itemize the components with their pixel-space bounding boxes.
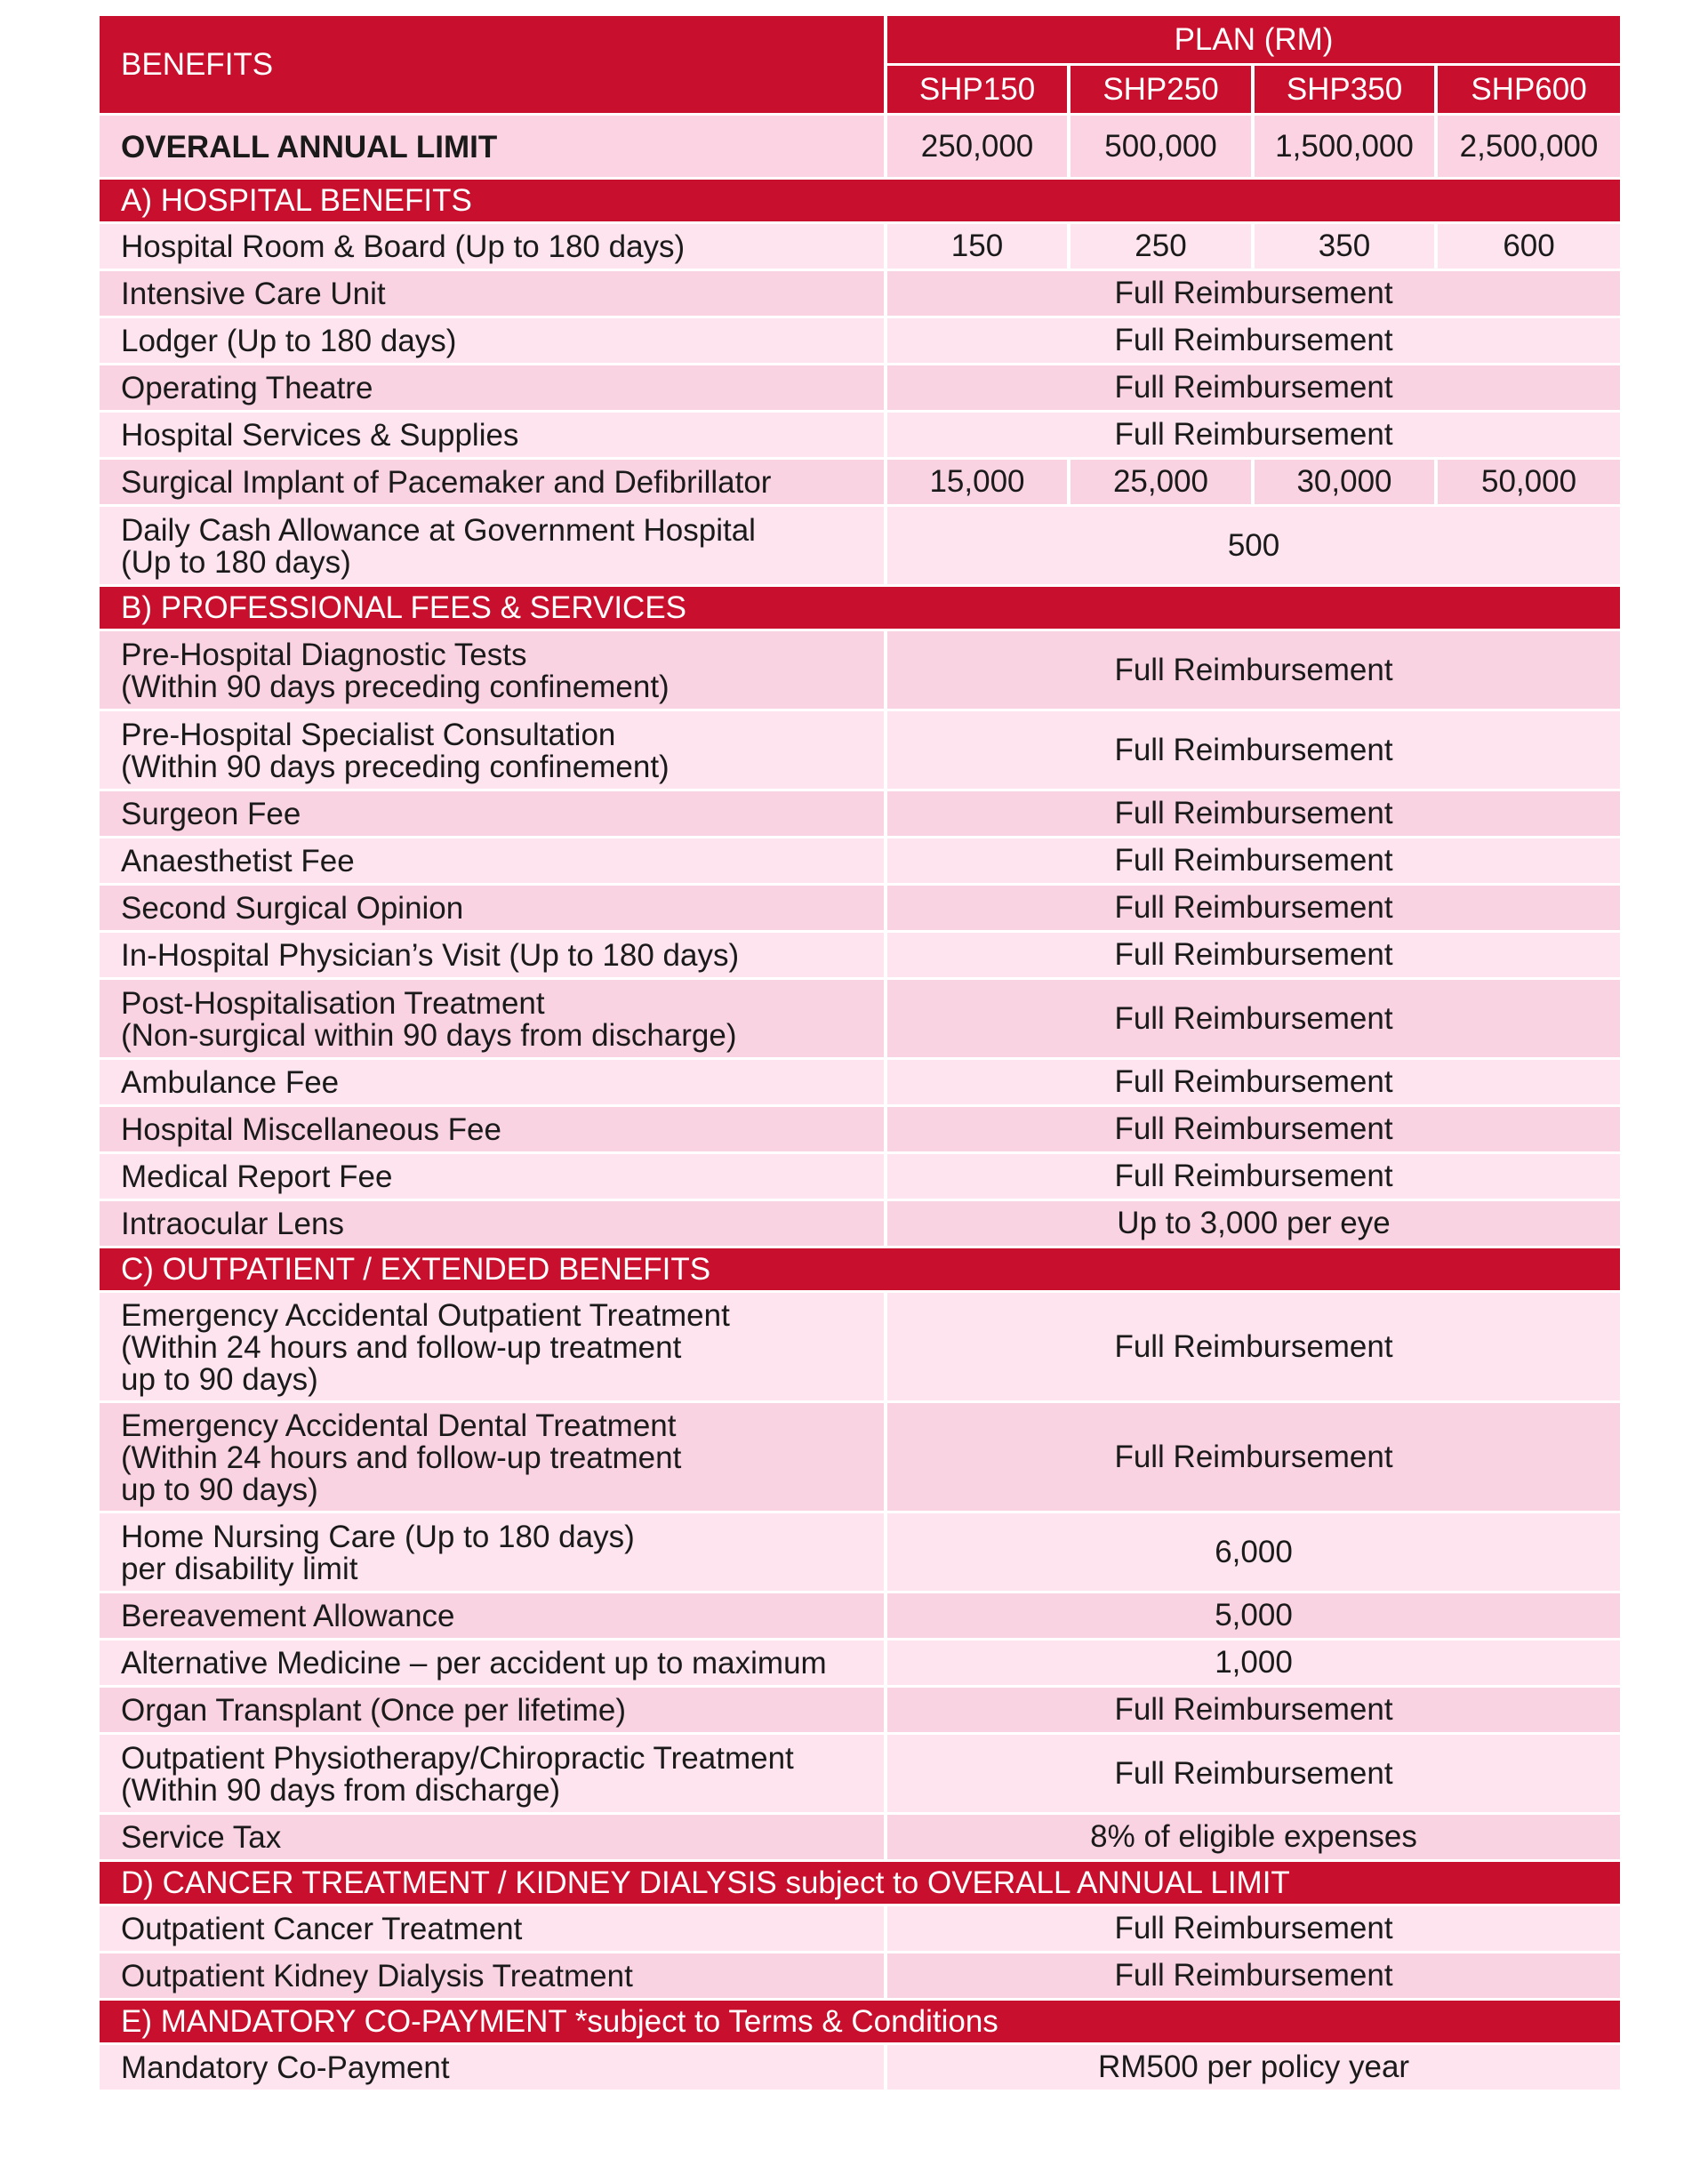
benefit-row [100,1293,1620,1403]
benefit-label: Medical Report Fee [100,1154,887,1201]
benefit-row [100,224,1620,271]
section-title: C) OUTPATIENT / EXTENDED BENEFITS [100,1248,1620,1293]
benefit-row [100,507,1620,587]
benefit-value: Full Reimbursement [887,791,1620,838]
benefit-value: Up to 3,000 per eye [887,1201,1620,1248]
benefit-label: Intensive Care Unit [100,271,887,318]
benefit-label: Outpatient Cancer Treatment [100,1906,887,1953]
benefit-row [100,2045,1620,2092]
benefit-row [100,1403,1620,1513]
benefit-value: Full Reimbursement [887,631,1620,711]
benefit-label: Operating Theatre [100,365,887,413]
benefit-label: Intraocular Lens [100,1201,887,1248]
benefits-table [100,16,1620,2092]
benefit-row [100,1154,1620,1201]
benefit-value: Full Reimbursement [887,365,1620,413]
benefit-value: Full Reimbursement [887,980,1620,1060]
benefit-row [100,318,1620,365]
benefit-label: Post-Hospitalisation Treatment (Non-surgical within 90 days from discharge) [100,980,887,1060]
benefit-label: Mandatory Co-Payment [100,2045,887,2092]
benefit-row [100,1107,1620,1154]
benefit-row [100,838,1620,886]
benefit-value: Full Reimbursement [887,1403,1620,1513]
benefit-row [100,365,1620,413]
benefit-row [100,791,1620,838]
section-title: A) HOSPITAL BENEFITS [100,180,1620,224]
benefit-label: Surgeon Fee [100,791,887,838]
benefit-row [100,271,1620,318]
benefit-value: Full Reimbursement [887,318,1620,365]
benefit-label: Pre-Hospital Specialist Consultation (Within 90 days preceding confinement) [100,711,887,791]
benefit-row [100,631,1620,711]
section-title: B) PROFESSIONAL FEES & SERVICES [100,587,1620,631]
benefit-value: 5,000 [887,1593,1620,1641]
benefit-row [100,1641,1620,1688]
benefit-row [100,1593,1620,1641]
benefit-row [100,1201,1620,1248]
benefit-row [100,1513,1620,1593]
benefit-label: Ambulance Fee [100,1060,887,1107]
benefit-value: Full Reimbursement [887,1906,1620,1953]
benefit-value: Full Reimbursement [887,1735,1620,1815]
benefit-value: Full Reimbursement [887,413,1620,460]
benefit-label: Home Nursing Care (Up to 180 days) per disability limit [100,1513,887,1593]
benefit-value: Full Reimbursement [887,711,1620,791]
benefit-plan-value: 600 [1438,224,1620,271]
overall-annual-limit-row [100,116,1620,180]
benefit-label: Bereavement Allowance [100,1593,887,1641]
benefit-label: Alternative Medicine – per accident up to maximum [100,1641,887,1688]
benefit-label: Emergency Accidental Dental Treatment (Within 24 hours and follow-up treatment up to 90 days) [100,1403,887,1513]
benefit-label: Outpatient Kidney Dialysis Treatment [100,1953,887,2001]
section-header-row [100,1862,1620,1906]
section-header-row [100,2001,1620,2045]
plan-shp350-header: SHP350 [1255,66,1438,116]
overall-annual-limit-label: OVERALL ANNUAL LIMIT [100,116,887,180]
benefit-label: Second Surgical Opinion [100,886,887,933]
benefit-label: Organ Transplant (Once per lifetime) [100,1688,887,1735]
benefit-row [100,1735,1620,1815]
benefit-value: Full Reimbursement [887,1154,1620,1201]
benefit-value: Full Reimbursement [887,271,1620,318]
benefit-row [100,460,1620,507]
benefit-plan-value: 250 [1071,224,1255,271]
benefit-value: Full Reimbursement [887,838,1620,886]
benefit-value: 6,000 [887,1513,1620,1593]
plan-header-label: PLAN (RM) [887,16,1620,66]
benefit-label: Daily Cash Allowance at Government Hospital (Up to 180 days) [100,507,887,587]
benefit-label: Hospital Miscellaneous Fee [100,1107,887,1154]
benefit-label: Emergency Accidental Outpatient Treatment (Within 24 hours and follow-up treatment up to 90 days) [100,1293,887,1403]
benefit-plan-value: 15,000 [887,460,1071,507]
plan-shp600-header: SHP600 [1438,66,1620,116]
benefit-plan-value: 350 [1255,224,1438,271]
benefit-label: Lodger (Up to 180 days) [100,318,887,365]
benefit-value: Full Reimbursement [887,1060,1620,1107]
plan-shp150-header: SHP150 [887,66,1071,116]
benefit-value: Full Reimbursement [887,933,1620,980]
benefit-value: Full Reimbursement [887,1293,1620,1403]
section-title: D) CANCER TREATMENT / KIDNEY DIALYSIS subject to OVERALL ANNUAL LIMIT [100,1862,1620,1906]
overall-limit-shp150: 250,000 [887,116,1071,180]
benefit-label: Surgical Implant of Pacemaker and Defibrillator [100,460,887,507]
benefit-value: 8% of eligible expenses [887,1815,1620,1862]
benefit-label: Anaesthetist Fee [100,838,887,886]
benefit-row [100,1688,1620,1735]
benefit-label: Hospital Room & Board (Up to 180 days) [100,224,887,271]
benefit-plan-value: 150 [887,224,1071,271]
section-header-row [100,180,1620,224]
benefit-value: Full Reimbursement [887,1688,1620,1735]
benefit-row [100,980,1620,1060]
section-title: E) MANDATORY CO-PAYMENT *subject to Terms & Conditions [100,2001,1620,2045]
benefit-row [100,711,1620,791]
benefit-plan-value: 50,000 [1438,460,1620,507]
benefit-plan-value: 25,000 [1071,460,1255,507]
benefit-row [100,1953,1620,2001]
overall-limit-shp350: 1,500,000 [1255,116,1438,180]
benefit-value: 1,000 [887,1641,1620,1688]
benefit-label: In-Hospital Physician’s Visit (Up to 180 days) [100,933,887,980]
benefit-plan-value: 30,000 [1255,460,1438,507]
benefit-value: Full Reimbursement [887,1107,1620,1154]
benefit-row [100,1906,1620,1953]
plan-shp250-header: SHP250 [1071,66,1255,116]
benefit-label: Service Tax [100,1815,887,1862]
benefits-header-label: BENEFITS [100,16,887,116]
benefit-label: Pre-Hospital Diagnostic Tests (Within 90 days preceding confinement) [100,631,887,711]
benefit-value: Full Reimbursement [887,886,1620,933]
benefit-value: Full Reimbursement [887,1953,1620,2001]
section-header-row [100,1248,1620,1293]
benefit-label: Outpatient Physiotherapy/Chiropractic Treatment (Within 90 days from discharge) [100,1735,887,1815]
benefit-row [100,886,1620,933]
benefit-value: RM500 per policy year [887,2045,1620,2092]
benefit-value: 500 [887,507,1620,587]
benefit-row [100,1060,1620,1107]
overall-limit-shp250: 500,000 [1071,116,1255,180]
overall-limit-shp600: 2,500,000 [1438,116,1620,180]
section-header-row [100,587,1620,631]
header-row-plan [100,16,1620,66]
benefit-row [100,933,1620,980]
benefit-row [100,1815,1620,1862]
benefit-label: Hospital Services & Supplies [100,413,887,460]
benefit-row [100,413,1620,460]
